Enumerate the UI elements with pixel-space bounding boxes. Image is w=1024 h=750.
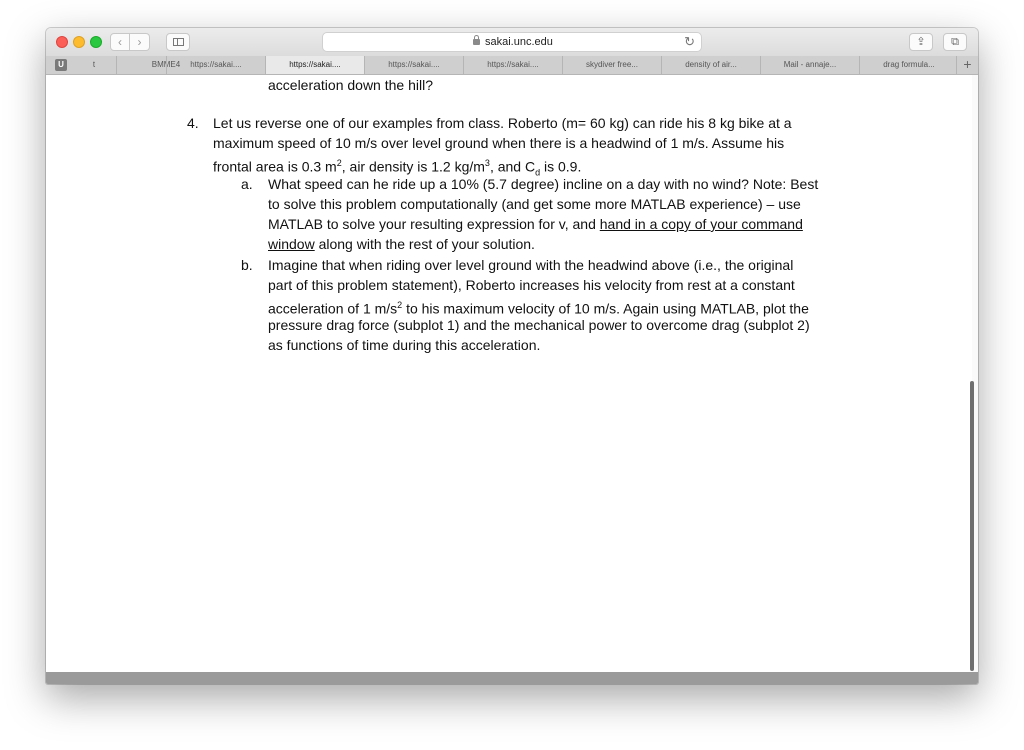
sidebar-toggle-button[interactable] — [166, 33, 190, 51]
chevron-right-icon: › — [137, 35, 142, 49]
tab-sakai-3[interactable]: https://sakai.... — [364, 56, 463, 74]
tab-sakai-1[interactable]: https://sakai.... — [166, 56, 265, 74]
question-4-number: 4. — [187, 115, 199, 131]
part-b-line-2: part of this problem statement), Roberto increases his velocity from rest at a constant — [268, 277, 795, 293]
tab-bar — [46, 56, 978, 75]
pinned-tab-t[interactable]: t — [92, 60, 96, 69]
address-text: sakai.unc.edu — [485, 36, 553, 48]
page-content — [51, 75, 971, 672]
question-4-line-2: maximum speed of 10 m/s over level ground when there is a headwind of 1 m/s. Assume his — [213, 135, 785, 151]
new-tab-button[interactable]: + — [956, 56, 978, 74]
share-icon: ⇪ — [916, 36, 926, 48]
part-b-line-1: Imagine that when riding over level ground with the headwind above (i.e., the original — [268, 257, 794, 273]
part-a-line-3: MATLAB to solve your resulting expression for v, and hand in a copy of your command — [268, 216, 803, 232]
part-a-label: a. — [241, 176, 253, 192]
browser-window — [46, 28, 978, 684]
forward-button[interactable] — [130, 33, 150, 51]
part-a-line-4: window along with the rest of your solution. — [268, 236, 535, 252]
pinned-tab-u[interactable]: U — [55, 59, 67, 71]
scrollbar-thumb[interactable] — [970, 381, 974, 671]
minimize-window-button[interactable] — [73, 36, 85, 48]
share-button[interactable] — [909, 33, 933, 51]
part-a-line-1: What speed can he ride up a 10% (5.7 degree) incline on a day with no wind? Note: Best — [268, 176, 819, 192]
title-bar — [46, 28, 978, 56]
tab-sakai-active[interactable]: https://sakai.... — [265, 56, 364, 74]
chevron-left-icon: ‹ — [118, 35, 122, 49]
part-b-line-4: pressure drag force (subplot 1) and the mechanical power to overcome drag (subplot 2) — [268, 317, 810, 333]
show-tabs-button[interactable] — [943, 33, 967, 51]
part-a-line-2: to solve this problem computationally (and get some more MATLAB experience) – use — [268, 196, 801, 212]
tab-bmme[interactable]: BMME4 — [116, 56, 215, 74]
tab-drag-formula[interactable]: drag formula... — [859, 56, 958, 74]
close-window-button[interactable] — [56, 36, 68, 48]
question-4-line-3: frontal area is 0.3 $m^2$, air density is 1.2 $kg/m^3$, and $C_d$ is 0.9. — [213, 158, 582, 178]
sidebar-icon — [173, 38, 184, 46]
window-bottom-edge — [46, 672, 978, 684]
reload-icon[interactable]: ↻ — [684, 34, 695, 49]
previous-question-tail: acceleration down the hill? — [268, 77, 433, 93]
address-bar[interactable] — [322, 32, 702, 52]
tab-sakai-4[interactable]: https://sakai.... — [463, 56, 562, 74]
tab-skydiver[interactable]: skydiver free... — [562, 56, 661, 74]
part-b-line-3: acceleration of 1 $m/s^2$ to his maximum velocity of 10 m/s. Again using MATLAB, plot the — [268, 300, 809, 317]
part-b-label: b. — [241, 257, 253, 273]
tab-mail[interactable]: Mail - annaje... — [760, 56, 859, 74]
tab-density[interactable]: density of air... — [661, 56, 760, 74]
lock-icon — [473, 39, 480, 45]
maximize-window-button[interactable] — [90, 36, 102, 48]
question-4-line-1: Let us reverse one of our examples from class. Roberto (m= 60 kg) can ride his 8 kg bike at a — [213, 115, 792, 131]
part-b-line-5: as functions of time during this acceleration. — [268, 337, 541, 353]
back-button[interactable] — [110, 33, 130, 51]
tabs-overview-icon: ⧉ — [951, 36, 959, 48]
